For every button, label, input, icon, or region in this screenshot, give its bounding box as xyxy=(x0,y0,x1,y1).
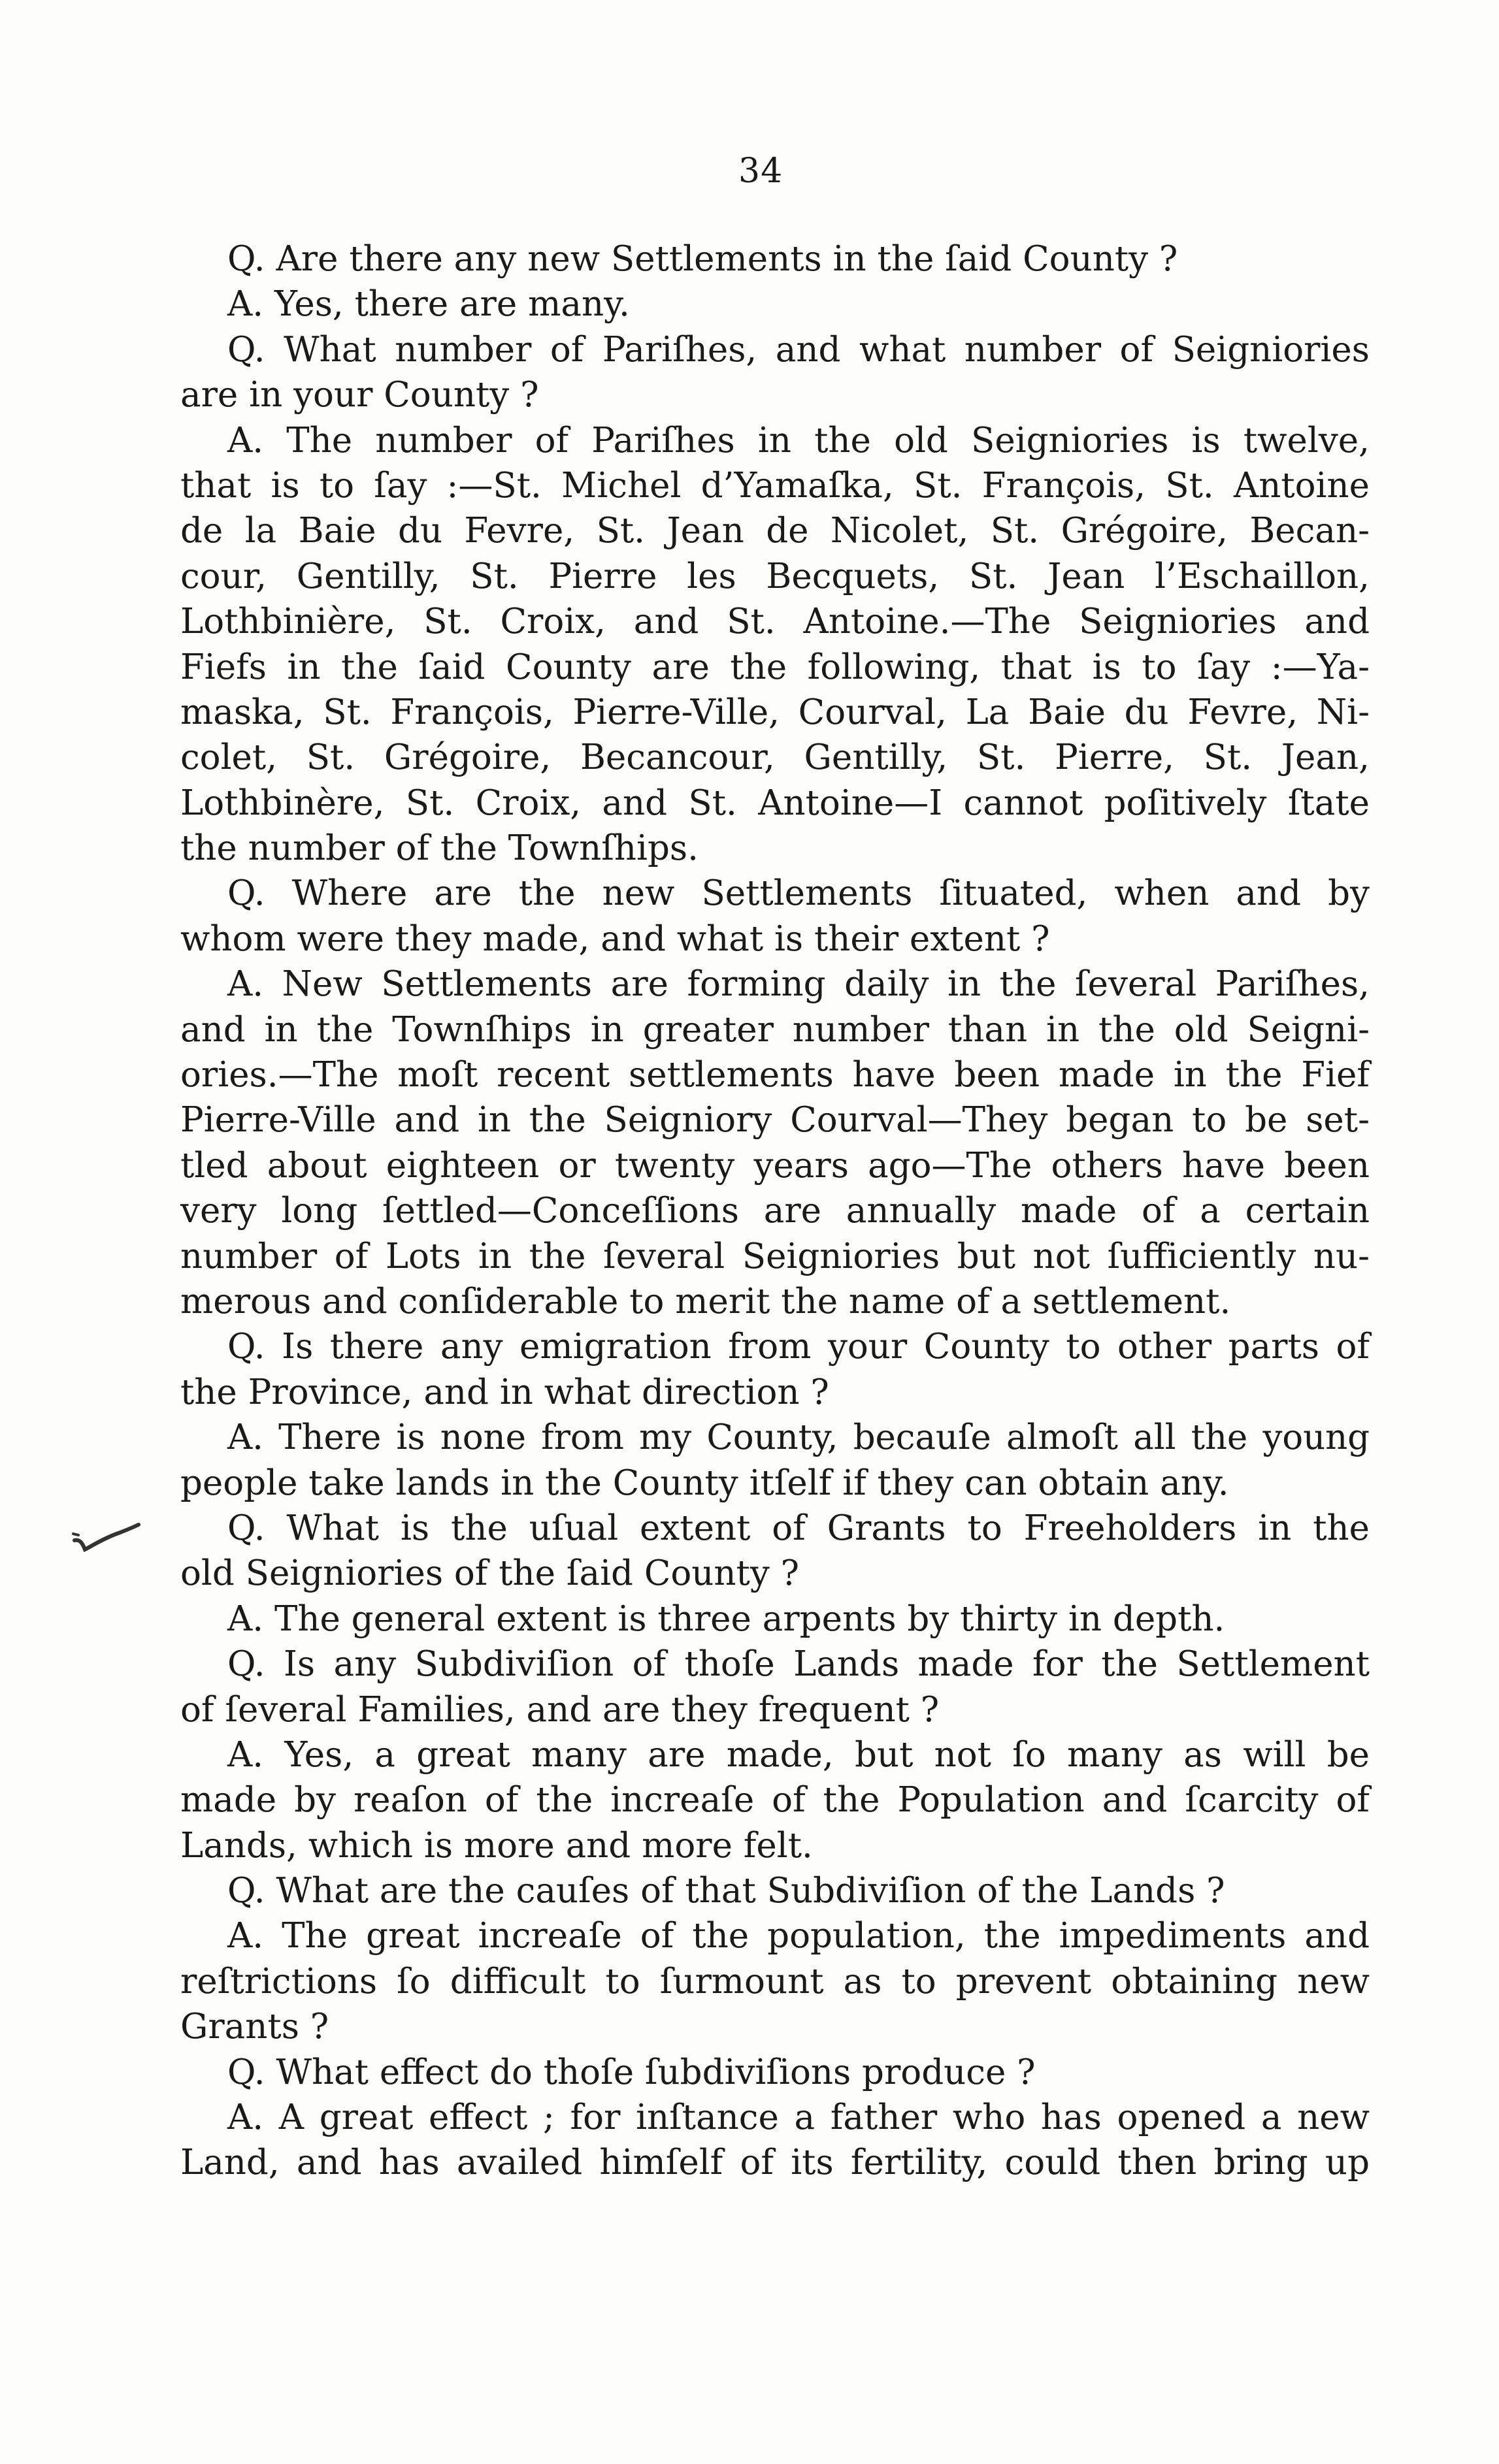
text-line: A. Yes, a great many are made, but not ſo many as will be xyxy=(227,1734,1370,1775)
text-line: A. There is none from my County, becauſe almoſt all the young xyxy=(227,1418,1370,1458)
text-line: Land, and has availed himſelf of its fertility, could then bring up xyxy=(180,2143,1370,2183)
text-line: Q. Are there any new Settlements in the ſaid County ? xyxy=(227,239,1178,279)
text-line: Fiefs in the ſaid County are the following, that is to ſay :—Ya- xyxy=(180,647,1370,687)
text-line: A. Yes, there are many. xyxy=(227,284,630,325)
text-line: maska, St. François, Pierre-Ville, Courval, La Baie du Fevre, Ni- xyxy=(180,692,1370,732)
text-line: colet, St. Grégoire, Becancour, Gentilly, St. Pierre, St. Jean, xyxy=(180,738,1370,778)
page-number: 34 xyxy=(738,152,783,191)
text-line: Q. Is there any emigration from your County to other parts of xyxy=(227,1327,1370,1367)
text-line: de la Baie du Fevre, St. Jean de Nicolet, St. Grégoire, Becan- xyxy=(180,511,1370,551)
text-line: that is to ſay :—St. Michel d’Yamaſka, St. François, St. Antoine xyxy=(180,465,1370,506)
text-line: the number of the Townſhips. xyxy=(180,828,699,869)
text-line: cour, Gentilly, St. Pierre les Becquets, St. Jean l’Eschaillon, xyxy=(180,556,1370,596)
body-text xyxy=(180,236,1370,2186)
text-line: A. New Settlements are forming daily in the ſeveral Pariſhes, xyxy=(227,964,1370,1005)
text-line: A. A great effect ; for inſtance a father who has opened a new xyxy=(227,2098,1370,2138)
text-line: people take lands in the County itſelf if they can obtain any. xyxy=(180,1463,1229,1503)
text-line: whom were they made, and what is their extent ? xyxy=(180,918,1050,959)
text-line: Q. Where are the new Settlements ſituated, when and by xyxy=(227,873,1370,914)
text-line: are in your County ? xyxy=(180,375,539,415)
text-line: of ſeveral Families, and are they frequent ? xyxy=(180,1689,940,1730)
text-line: Q. What effect do thoſe ſubdiviſions produce ? xyxy=(227,2052,1036,2092)
text-line: A. The number of Pariſhes in the old Seigniories is twelve, xyxy=(227,420,1370,461)
text-line: Q. What is the uſual extent of Grants to Freeholders in the xyxy=(227,1508,1370,1548)
text-line: and in the Townſhips in greater number than in the old Seigni- xyxy=(180,1009,1370,1050)
text-line: Lothbinière, St. Croix, and St. Antoine.—The Seigniories and xyxy=(180,602,1370,642)
text-line: ories.—The moſt recent settlements have been made in the Fief xyxy=(180,1055,1370,1095)
text-line: Pierre-Ville and in the Seigniory Courval—They began to be set- xyxy=(180,1100,1370,1141)
text-line: Q. What are the cauſes of that Subdiviſion of the Lands ? xyxy=(227,1871,1225,1911)
handwritten-check-mark xyxy=(71,1521,142,1560)
text-line: tled about eighteen or twenty years ago—The others have been xyxy=(180,1145,1370,1186)
text-line: Grants ? xyxy=(180,2007,329,2047)
text-line: Q. Is any Subdiviſion of thoſe Lands made for the Settlement xyxy=(227,1644,1370,1685)
text-line: merous and conſiderable to merit the name of a settlement. xyxy=(180,1281,1231,1321)
text-line: very long ſettled—Conceſſions are annually made of a certain xyxy=(180,1191,1370,1231)
text-line: A. The general extent is three arpents by thirty in depth. xyxy=(227,1598,1225,1639)
text-line: made by reaſon of the increaſe of the Population and ſcarcity of xyxy=(180,1780,1370,1821)
text-line: Q. What number of Pariſhes, and what number of Seigniories xyxy=(227,329,1370,370)
text-line: number of Lots in the ſeveral Seigniories but not ſufficiently nu- xyxy=(180,1236,1370,1276)
text-line: reſtrictions ſo difficult to ſurmount as to prevent obtaining new xyxy=(180,1961,1370,2002)
text-line: Lothbinère, St. Croix, and St. Antoine—I cannot poſitively ſtate xyxy=(180,783,1370,823)
text-line: A. The great increaſe of the population, the impediments and xyxy=(227,1916,1370,1956)
text-line: Lands, which is more and more felt. xyxy=(180,1825,813,1866)
text-line: old Seigniories of the ſaid County ? xyxy=(180,1553,800,1594)
text-line: the Province, and in what direction ? xyxy=(180,1372,829,1412)
